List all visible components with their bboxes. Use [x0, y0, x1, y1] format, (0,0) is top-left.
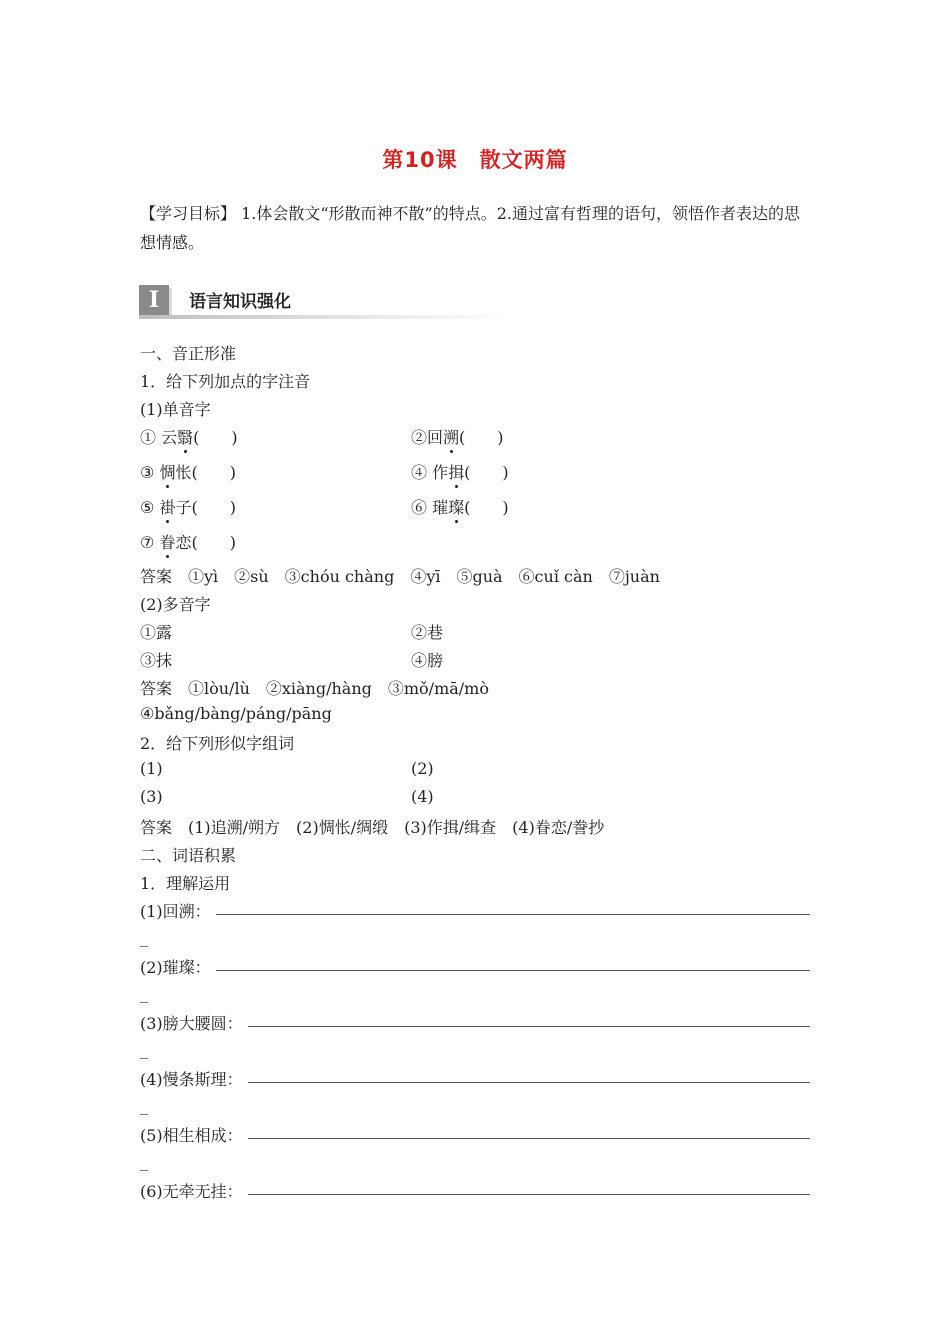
blank-continuation: _	[140, 1096, 148, 1115]
sub-multi-char: (2)多音字	[140, 595, 211, 614]
multi-item: ④膀	[411, 651, 444, 670]
pinyin-item: ⑥ 璀璨( )	[411, 495, 509, 518]
goals-text: 1.体会散文“形散而神不散”的特点。2.通过富有哲理的语句，领悟作者表达的思想情感。	[140, 204, 800, 252]
answer-forms: 答案 (1)追溯/朔方 (2)惆怅/绸缎 (3)作揖/缉查 (4)眷恋/誊抄	[140, 818, 605, 837]
term-label: (1)回溯：	[140, 902, 211, 921]
pinyin-item: ① 云翳( )	[140, 425, 238, 448]
answer-blank-line[interactable]	[248, 1082, 810, 1083]
answer-single: 答案 ①yì ②sù ③chóu chàng ④yī ⑤guà ⑥cuǐ càn ⑦juàn	[140, 567, 660, 586]
answer-blank-line[interactable]	[248, 1194, 810, 1195]
term-label: (6)无牵无挂：	[140, 1182, 243, 1201]
section-badge: I	[139, 285, 169, 315]
answer-multi-cont: ④bǎng/bàng/páng/pāng	[140, 704, 332, 723]
term-label: (4)慢条斯理：	[140, 1070, 243, 1089]
dotted-char: 璨	[448, 495, 464, 518]
term-label: (5)相生相成：	[140, 1126, 243, 1145]
dotted-char: 溯	[443, 425, 459, 448]
pinyin-item: ⑦ 眷恋( )	[140, 530, 236, 553]
answer-blank-line[interactable]	[216, 914, 810, 915]
multi-item: ③抹	[140, 651, 173, 670]
form-item: (1)	[140, 759, 163, 778]
blank-continuation: _	[140, 984, 148, 1003]
answer-multi: 答案 ①lòu/lù ②xiàng/hàng ③mǒ/mā/mò	[140, 679, 489, 698]
dotted-char: 惆	[159, 460, 175, 483]
blank-continuation: _	[140, 928, 148, 947]
answer-blank-line[interactable]	[248, 1138, 810, 1139]
page-title: 第10课 散文两篇	[382, 148, 568, 172]
blank-continuation: _	[140, 1040, 148, 1059]
pinyin-item: ⑤ 褂子( )	[140, 495, 236, 518]
dotted-char: 揖	[448, 460, 464, 483]
form-item: (3)	[140, 787, 163, 806]
dotted-char: 翳	[177, 425, 193, 448]
term-label: (2)璀璨：	[140, 958, 211, 977]
learning-goals	[140, 199, 812, 257]
goals-label: 【学习目标】	[140, 204, 237, 223]
part1-heading: 一、音正形准	[140, 344, 237, 363]
dotted-char: 褂	[159, 495, 175, 518]
pinyin-item: ②回溯( )	[411, 425, 504, 448]
section-underline	[139, 315, 509, 319]
answer-blank-line[interactable]	[216, 970, 810, 971]
sub-single-char: (1)单音字	[140, 400, 211, 419]
multi-item: ①露	[140, 623, 173, 642]
multi-item: ②巷	[411, 623, 444, 642]
question-2: 2．给下列形似字组词	[140, 734, 295, 753]
pinyin-item: ④ 作揖( )	[411, 460, 509, 483]
part2-heading: 二、词语积累	[140, 846, 237, 865]
term-label: (3)膀大腰圆：	[140, 1014, 243, 1033]
form-item: (2)	[411, 759, 434, 778]
question-1: 1．给下列加点的字注音	[140, 372, 311, 391]
blank-continuation: _	[140, 1152, 148, 1171]
dotted-char: 眷	[159, 530, 175, 553]
pinyin-item: ③ 惆怅( )	[140, 460, 236, 483]
section-title: 语言知识强化	[189, 292, 291, 312]
form-item: (4)	[411, 787, 434, 806]
answer-blank-line[interactable]	[248, 1026, 810, 1027]
question-2-1: 1．理解运用	[140, 874, 231, 893]
